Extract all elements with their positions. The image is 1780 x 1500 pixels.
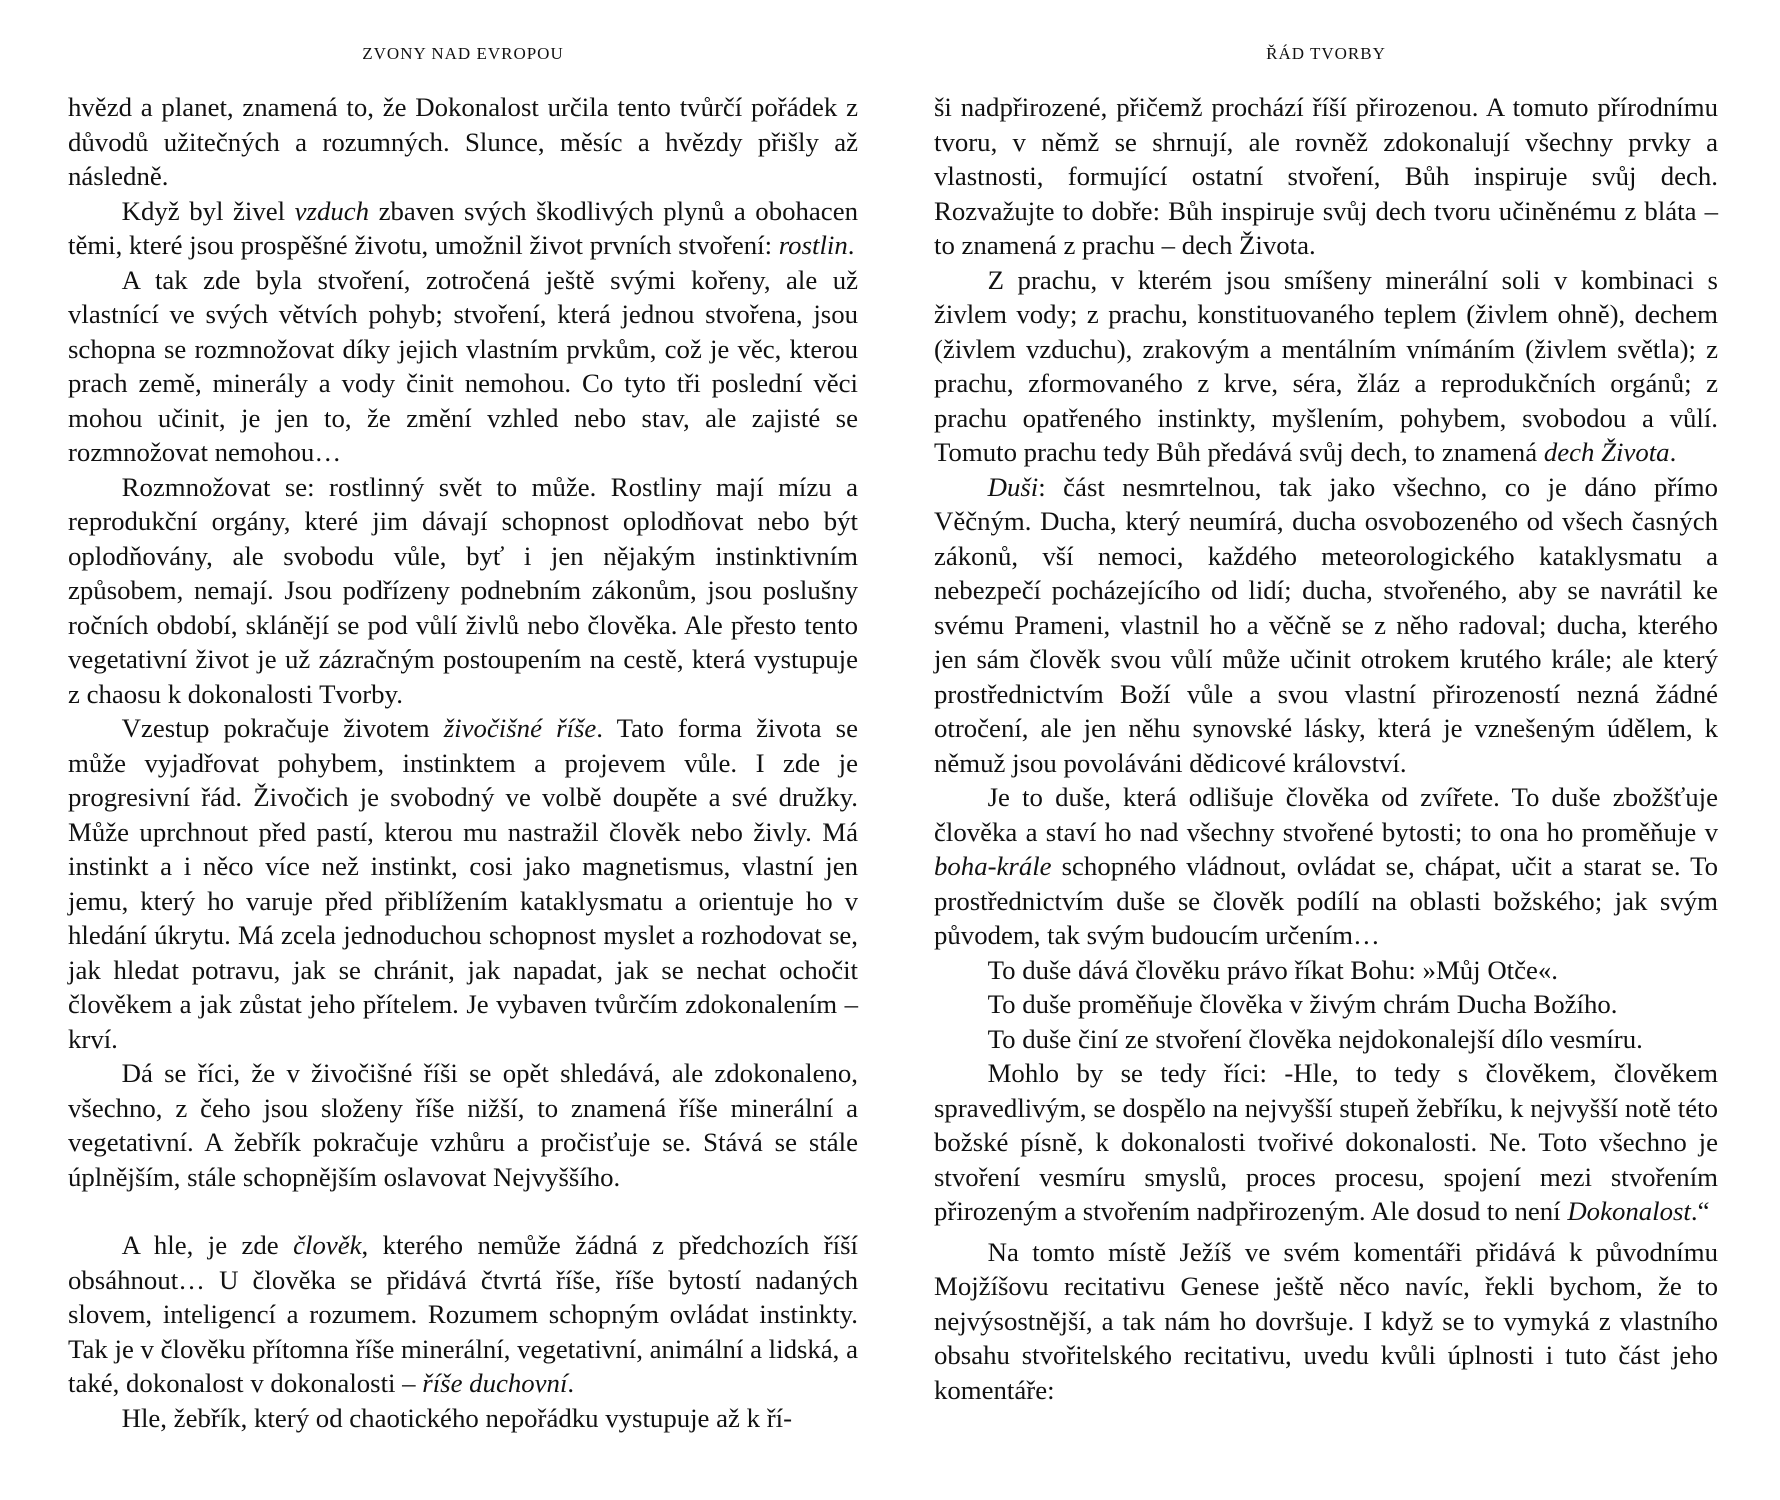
paragraph [934, 780, 1718, 953]
text-run: Když byl živel [121, 195, 295, 226]
italic-term: dech Života [1543, 437, 1670, 467]
text-run: . Tato forma života se může vyjadřovat pohybem, instinktem a projevem vůle. I zde je progresivní řád. Živočich je svobodný ve volbě doupěte a své družky. Může uprchnout před pastí, kterou mu nastražil člověk nebo živly. Má instinkt a i něco více než instinkt, cosi jako magnetismus, vlastní jen jemu, který ho varuje před přiblížením kataklysmatu a orientuje ho v hledání úkrytu. Má zcela jednoduchou schopnost myslet a rozhodovat se, jak hledat potravu, jak se chránit, jak napadat, jak se nechat ochočit člověkem a jak zůstat jeho přítelem. Je vybaven tvůrčím zdokonalením – krví. [68, 713, 858, 1054]
text-run: . [567, 1368, 575, 1398]
text-run: : část nesmrtelnou, tak jako všechno, co je dáno přímo Věčným. Ducha, který neumírá, ducha osvobozeného od všech časných zákonů, vší nemoci, každého meteorologického kataklysmatu a nebezpečí pocházejícího od lidí; ducha, stvořeného, aby se navrátil ke svému Prameni, vlastnil ho a věčně se z něho radoval; ducha, kterého jen sám člověk svou vůlí může učinit otrokem krutého krále; ale který prostřednictvím Boží vůle a svou vlastní přirozeností nezná žádné otročení, ale jen něhu synovské lásky, která je vznešeným údělem, k němuž jsou povoláváni dědicové království. [934, 471, 1718, 778]
running-head-left: ZVONY NAD EVROPOU [362, 44, 564, 63]
text-run: Rozmnožovat se: rostlinný svět to může. Rostliny mají mízu a reprodukční orgány, které jim dávají schopnost oplodňovat nebo být oplodňovány, ale svobodu vůle, byť i jen nějakým instinktivním způsobem, nemají. Jsou podřízeny podnebním zákonům, jsou poslušny ročních období, sklánějí se pod vůlí živlů nebo člověka. Ale přesto tento vegetativní život je už zázračným postoupením na cestě, která vystupuje z chaosu k dokonalosti Tvorby. [68, 471, 858, 709]
italic-term: živočišné říše [443, 713, 597, 743]
text-run: Dá se říci, že v živočišné říši se opět shledává, ale zdokonaleno, všechno, z čeho jsou složeny říše nižší, to znamená říše minerální a vegetativní. A žebřík pokračuje vzhůru a pročisťuje se. Stává se stále úplnějším, stále schopnějším oslavovat Nejvyššího. [68, 1058, 858, 1192]
paragraph [934, 1235, 1718, 1408]
text-run: . [1669, 437, 1677, 467]
text-run: Mohlo by se tedy říci: -Hle, to tedy s člověkem, člověkem spravedlivým, se dospělo na nejvyšší stupeň žebříku, k nejvyšší notě této božské písně, k dokonalosti tvořivé dokonalosti. Ne. Toto všechno je stvoření vesmíru smyslů, proces procesu, spojení mezi stvořením přirozeným a stvořením nadpřirozeným. Ale dosud to není [934, 1058, 1718, 1226]
text-run: , kterého nemůže žádná z předchozích říší obsáhnout… U člověka se přidává čtvrtá říše, říše bytostí nadaných slovem, inteligencí a rozumem. Rozumem schopným ovládat instinkty. Tak je v člověku přítomna říše minerální, vegetativní, animální a lidská, a také, dokonalost v dokonalosti – [68, 1230, 858, 1398]
italic-term: vzduch [294, 195, 370, 226]
italic-term: říše duchovní [422, 1368, 568, 1398]
paragraph [68, 194, 858, 263]
paragraph [68, 1228, 858, 1401]
body-text-right [934, 90, 1718, 1407]
text-run: zbaven svých škodlivých plynů a obohacen těmi, které jsou prospěšné životu, umožnil život prvních stvoření: [68, 195, 858, 260]
text-run: To duše činí ze stvoření člověka nejdokonalejší dílo vesmíru. [987, 1023, 1643, 1054]
text-run: Vzestup pokračuje životem [121, 713, 444, 743]
text-run: Hle, žebřík, který od chaotického nepořádku vystupuje až k ří- [121, 1402, 793, 1433]
running-head-right: ŘÁD TVORBY [1266, 44, 1386, 63]
text-run: To duše dává člověku právo říkat Bohu: »Můj Otče«. [987, 954, 1558, 985]
italic-term: Duši [987, 471, 1039, 502]
paragraph [934, 987, 1718, 1022]
italic-term: rostlin [778, 230, 848, 260]
right-page [890, 0, 1780, 1500]
text-run: Na tomto místě Ježíš ve svém komentáři přidává k původnímu Mojžíšovu recitativu Genese ještě něco navíc, řekli bychom, že to nejvýsostnější, a tak nám ho dovršuje. I když se to vymyká z vlastního obsahu stvořitelského recitativu, uvedu kvůli úplnosti i tuto část jeho komentáře: [934, 1236, 1718, 1405]
text-run: schopného vládnout, ovládat se, chápat, učit a starat se. To prostřednictvím duše se člověk podílí na oblasti božského; jak svým původem, tak svým budoucím určením… [934, 851, 1718, 950]
text-run: Je to duše, která odlišuje člověka od zvířete. To duše zbožšťuje člověka a staví ho nad všechny stvořené bytosti; to ona ho proměňuje v [934, 782, 1718, 847]
text-run: A hle, je zde [121, 1230, 294, 1260]
text-run: To duše proměňuje člověka v živým chrám Ducha Božího. [987, 989, 1618, 1019]
italic-term: člověk [293, 1230, 362, 1260]
text-run: Z prachu, v kterém jsou smíšeny minerální soli v kombinaci s živlem vody; z prachu, konstituovaného teplem (živlem ohně), dechem (živlem vzduchu), zrakovým a mentálním vnímáním (živlem světla); z prachu, zformovaného z krve, séra, žláz a reprodukčních orgánů; z prachu opatřeného instinkty, myšlením, pohybem, svobodou a vůlí. Tomuto prachu tedy Bůh předává svůj dech, to znamená [934, 264, 1718, 467]
paragraph [68, 1056, 858, 1194]
paragraph [68, 711, 858, 1056]
text-run: hvězd a planet, znamená to, že Dokonalost určila tento tvůrčí pořádek z důvodů užitečných a rozumných. Slunce, měsíc a hvězdy přišly až následně. [68, 92, 858, 191]
paragraph [934, 953, 1718, 988]
text-run: . [847, 230, 855, 260]
paragraph [934, 470, 1718, 781]
body-text-left [68, 90, 858, 1435]
paragraph [68, 90, 858, 194]
text-run: ši nadpřirozené, přičemž prochází říší přirozenou. A tomuto přírodnímu tvoru, v němž se shrnují, ale rovněž zdokonalují všechny prvky a vlastnosti, formující ostatní stvoření, Bůh inspiruje svůj dech. Rozvažujte to dobře: Bůh inspiruje svůj dech tvoru učiněnému z bláta – to znamená z prachu – dech Života. [934, 92, 1718, 260]
paragraph [68, 263, 858, 470]
paragraph [934, 1022, 1718, 1057]
text-run: A tak zde byla stvoření, zotročená ještě svými kořeny, ale už vlastnící ve svých větvích pohyb; stvoření, která jednou stvořena, jsou schopna se rozmnožovat díky jejich vlastním prvkům, což je věc, kterou prach země, minerály a vody činit nemohou. Co tyto tři poslední věci mohou učinit, je jen to, že změní vzhled nebo stav, ale zajisté se rozmnožovat nemohou… [68, 264, 858, 467]
paragraph [934, 90, 1718, 263]
italic-term: boha-krále [934, 851, 1052, 881]
paragraph [934, 263, 1718, 470]
paragraph [68, 470, 858, 712]
text-run: .“ [1690, 1196, 1710, 1226]
paragraph [68, 1401, 858, 1436]
italic-term: Dokonalost [1567, 1196, 1691, 1226]
paragraph [934, 1056, 1718, 1229]
